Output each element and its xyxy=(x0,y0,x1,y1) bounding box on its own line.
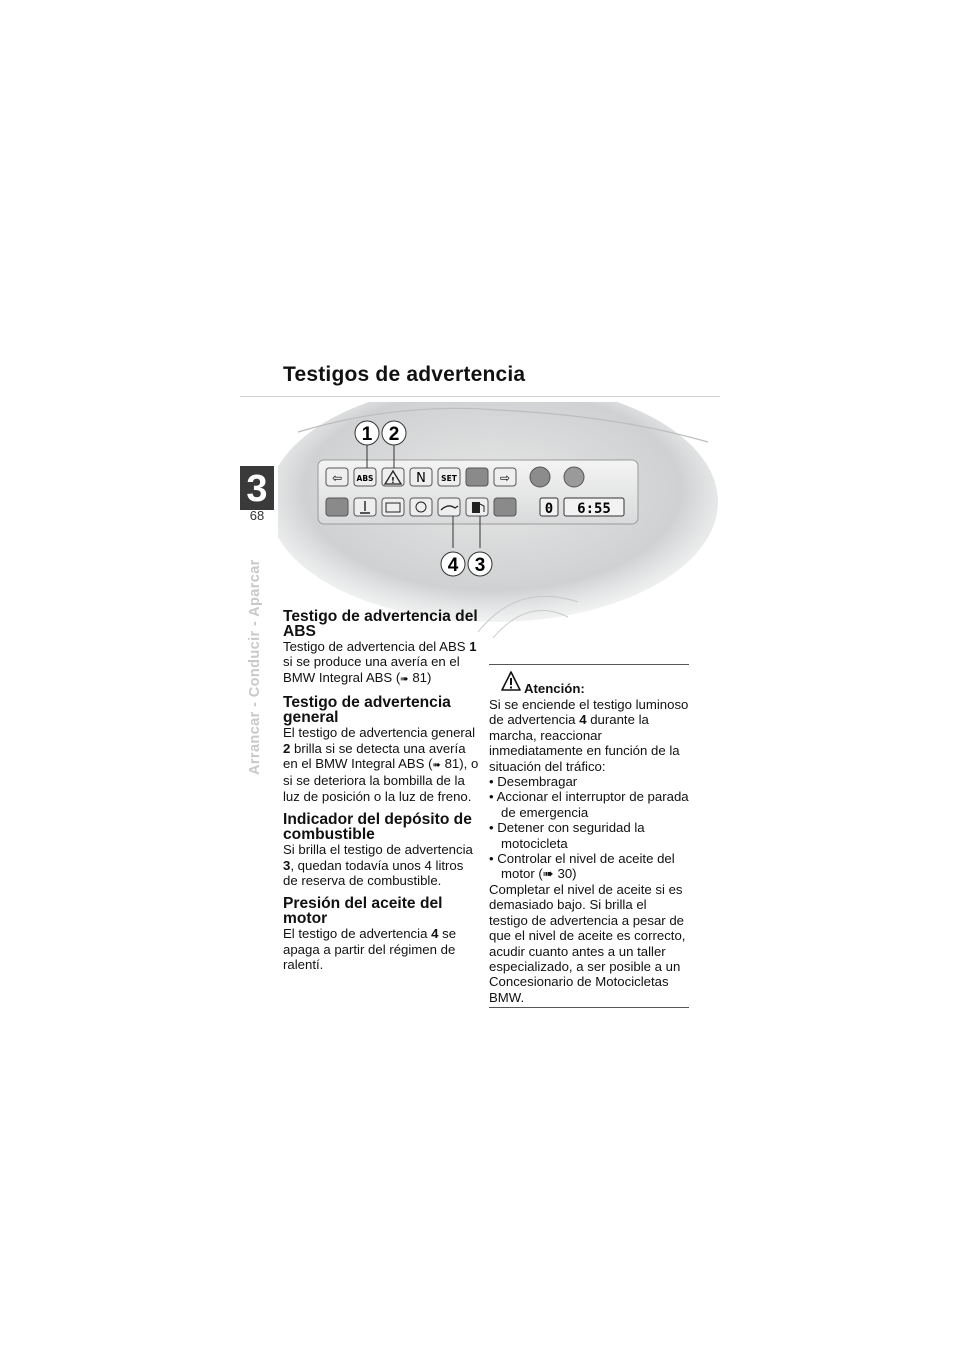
warning-label: Atención: xyxy=(524,681,585,696)
coolant-temperature-icon xyxy=(354,498,376,516)
left-column xyxy=(283,610,479,982)
svg-text:2: 2 xyxy=(388,424,400,445)
abs-indicator-label: ABS xyxy=(356,474,374,483)
list-item: • Accionar el interruptor de parada de emergencia xyxy=(489,789,689,820)
chapter-side-label: Arrancar - Conducir - Aparcar xyxy=(247,559,263,775)
fuel-reserve-icon xyxy=(466,498,488,516)
oil-pressure-icon xyxy=(438,498,460,516)
warning-bottom-rule xyxy=(489,1007,689,1008)
page-title: Testigos de advertencia xyxy=(283,363,526,386)
list-item: • Detener con seguridad la motocicleta xyxy=(489,820,689,851)
page-number: 68 xyxy=(249,508,265,523)
warning-box xyxy=(489,664,689,1008)
svg-text:⇦: ⇦ xyxy=(331,471,343,485)
warning-triangle-icon xyxy=(501,671,521,691)
indicator-turn-right-icon xyxy=(494,468,516,486)
callout-2 xyxy=(382,421,406,445)
section-body: El testigo de advertencia 4 se apaga a partir del régimen de ralentí. xyxy=(283,926,457,973)
section-body: Testigo de advertencia del ABS 1 si se produce una avería en el BMW Integral ABS (➠ 81) xyxy=(283,639,477,685)
general-warning-light-icon xyxy=(382,468,404,486)
set-indicator-label: SET xyxy=(441,474,457,483)
section-body: Si brilla el testigo de advertencia 3, quedan todavía unos 4 litros de reserva de combustible. xyxy=(283,842,473,889)
warning-closing: Completar el nivel de aceite si es demasiado bajo. Si brilla el testigo de advertencia a pesar de que el nivel de aceite es correcto, acudir cuanto antes a un taller especializado, a ser posible a un Concesionario de Motocicletas BMW. xyxy=(489,881,686,1005)
instrument-panel-photo xyxy=(278,402,720,638)
gear-display-value: 0 xyxy=(544,501,554,517)
callout-3 xyxy=(468,552,492,576)
chapter-number-tab: 3 xyxy=(240,466,274,510)
section-general-warning xyxy=(283,696,479,804)
section-heading: Testigo de advertencia general xyxy=(283,694,451,726)
battery-charge-icon xyxy=(382,498,404,516)
section-heading: Indicador del depósito de combustible xyxy=(283,811,472,843)
svg-text:4: 4 xyxy=(447,555,459,576)
list-item: • Controlar el nivel de aceite del motor (➠ 30) xyxy=(489,851,689,882)
svg-text:1: 1 xyxy=(361,424,373,445)
section-heading: Testigo de advertencia del ABS xyxy=(283,608,478,640)
abs-warning-light-icon xyxy=(354,468,376,486)
set-indicator-icon xyxy=(438,468,460,486)
blank-indicator-icon xyxy=(326,498,348,516)
neutral-light-icon xyxy=(410,468,432,486)
section-abs-warning xyxy=(283,610,479,687)
arrow-icon: ➠ xyxy=(400,673,409,685)
lamp-icon xyxy=(410,498,432,516)
indicator-turn-left-icon xyxy=(326,468,348,486)
section-fuel-indicator xyxy=(283,813,479,888)
round-button-icon xyxy=(564,467,584,487)
warning-intro: Si se enciende el testigo luminoso de advertencia 4 durante la marcha, reaccionar inmediatamente en función de la situación del tráfico: xyxy=(489,697,689,774)
callout-4 xyxy=(441,552,465,576)
warning-header xyxy=(489,671,689,697)
neutral-indicator-label: N xyxy=(416,471,426,486)
callout-1 xyxy=(355,421,379,445)
section-body: El testigo de advertencia general 2 brilla si se detecta una avería en el BMW Integral ABS (➠ 81), o si se deteriora la bombilla de la luz de posición o la luz de freno. xyxy=(283,725,479,804)
svg-text:⇨: ⇨ xyxy=(499,471,511,485)
blank-indicator-icon xyxy=(466,468,488,486)
section-oil-pressure xyxy=(283,897,479,972)
warning-steps-list xyxy=(489,774,689,882)
section-heading: Presión del aceite del motor xyxy=(283,895,443,927)
blank-indicator-icon xyxy=(494,498,516,516)
title-divider xyxy=(240,396,720,397)
list-item: • Desembragar xyxy=(489,774,689,789)
warning-top-rule xyxy=(489,664,689,665)
svg-text:!: ! xyxy=(391,476,395,485)
arrow-icon: ➠ xyxy=(432,760,441,772)
round-button-icon xyxy=(530,467,550,487)
svg-text:3: 3 xyxy=(474,555,486,576)
clock-display-value: 6:55 xyxy=(577,501,611,517)
